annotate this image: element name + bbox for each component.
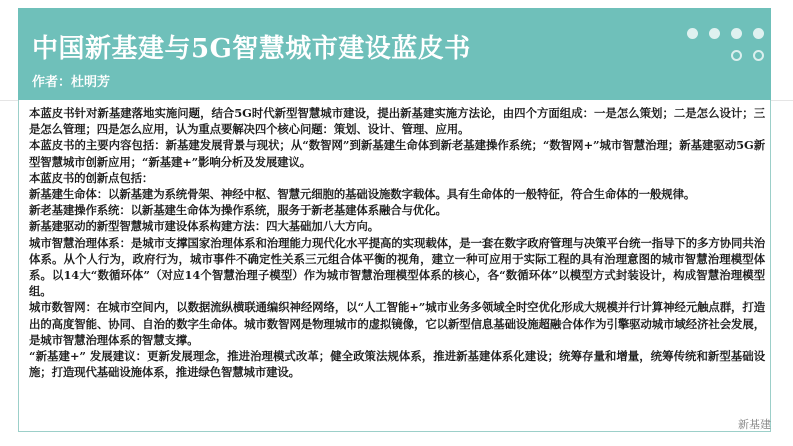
decorative-dots (661, 8, 771, 100)
paragraph: 城市数智网：在城市空间内，以数据流纵横联通编织神经网络，以“人工智能+”城市业务多领域全时空优化形成大规模并行计算神经元触点群，打造出的高度智能、协同、自治的数字生命体。城市数智网是物理城市的虚拟镜像，它以新型信息基础设施超融合体作为引擎驱动城市域经济社会发展，是城市智慧治理体系的智慧支撑。 (29, 300, 765, 347)
dot-filled-icon (753, 28, 764, 39)
paragraph: “新基建+” 发展建议：更新发展理念，推进治理模式改革；健全政策法规体系，推进新基建体系化建设；统筹存量和增量，统筹传统和新型基础设施；打造现代基础设施体系，推进绿色智慧城市建设。 (29, 349, 765, 380)
content-box (18, 100, 771, 432)
page-title: 中国新基建与5G智慧城市建设蓝皮书 (32, 34, 471, 64)
ring-icon (753, 50, 764, 61)
paragraph: 本蓝皮书的创新点包括： (29, 170, 154, 185)
paragraph: 本蓝皮书的主要内容包括：新基建发展背景与现状；从“数智网”到新基建生命体到新老基建操作系统；“数智网+”城市智慧治理；新基建驱动5G新型智慧城市创新应用；“新基建+”影响分析及发展建议。 (29, 138, 765, 169)
left-edge-line (0, 100, 18, 101)
dot-filled-icon (731, 28, 742, 39)
paragraph: 新基建驱动的新型智慧城市建设体系构建方法：四大基础加八大方向。 (29, 219, 380, 234)
dot-filled-icon (687, 28, 698, 39)
paragraph: 城市智慧治理体系：是城市支撑国家治理体系和治理能力现代化水平提高的实现载体，是一套在数字政府管理与决策平台统一指导下的多方协同共治体系。从个人行为，政府行为，城市事件不确定性关系三元组合体平衡的视角，建立一种可应用于实际工程的具有治理意图的城市智慧治理模型体系。以14大“数循环体”（对应14个智慧治理子模型）作为城市智慧治理模型体系的核心，各“数循环体”以模型方式封装设计，构成智慧治理模型组。 (29, 235, 765, 299)
paragraph: 新基建生命体：以新基建为系统骨架、神经中枢、智慧元细胞的基础设施数字载体。具有生命体的一般特征，符合生命体的一般规律。 (29, 187, 696, 202)
dot-filled-icon (709, 28, 720, 39)
paragraph: 新老基建操作系统：以新基建生命体为操作系统，服务于新老基建体系融合与优化。 (29, 203, 447, 218)
author-line: 作者：杜明芳 (32, 75, 111, 90)
paragraph: 本蓝皮书针对新基建落地实施问题，结合5G时代新型智慧城市建设，提出新基建实施方法论，由四个方面组成：一是怎么策划；二是怎么设计；三是怎么管理；四是怎么应用，认为重点要解决四个核心问题：策划、设计、管理、应用。 (29, 106, 765, 137)
ring-icon (731, 50, 742, 61)
content-text (29, 105, 765, 380)
title-banner (18, 8, 771, 100)
watermark: 新基建 (738, 418, 771, 431)
right-edge-line (771, 100, 793, 101)
